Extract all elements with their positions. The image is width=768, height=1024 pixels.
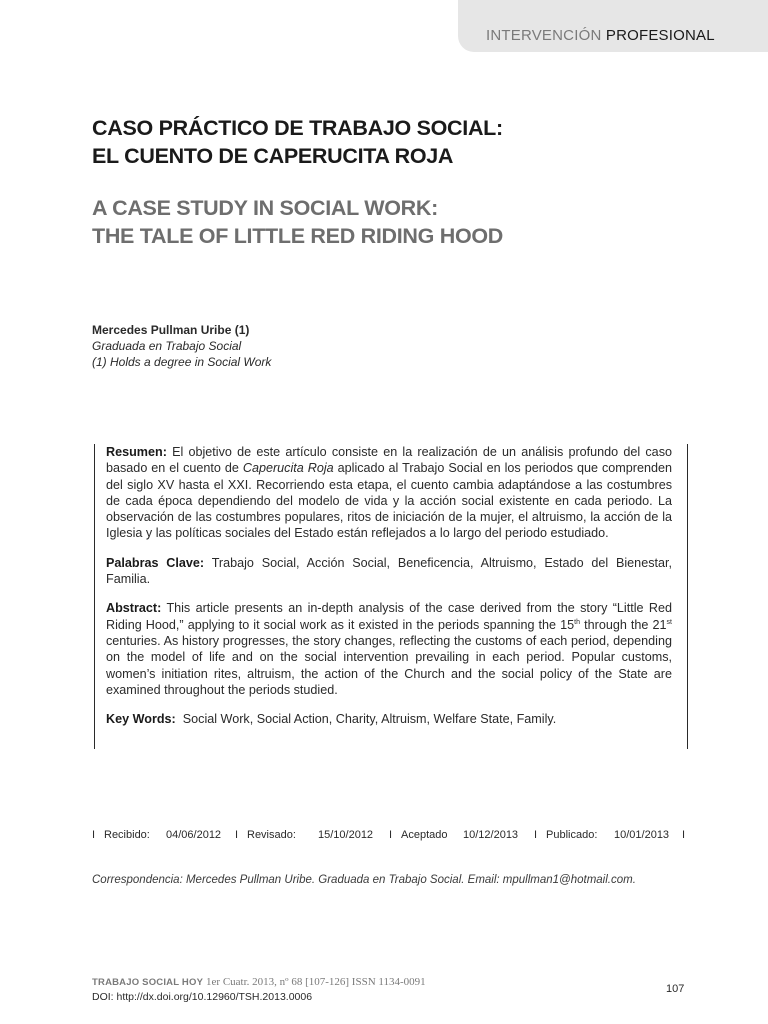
title-spanish-line-2: EL CUENTO DE CAPERUCITA ROJA bbox=[92, 144, 454, 168]
title-spanish bbox=[92, 114, 652, 170]
footer-doi: DOI: http://dx.doi.org/10.12960/TSH.2013.0006 bbox=[92, 991, 313, 1003]
key-words-text: Social Work, Social Action, Charity, Altruism, Welfare State, Family. bbox=[182, 712, 557, 727]
key-words-paragraph bbox=[106, 711, 672, 727]
palabras-clave-text: Trabajo Social, Acción Social, Beneficencia, Altruismo, Estado del Bienestar, Familia. bbox=[106, 555, 672, 587]
title-english-line-2: THE TALE OF LITTLE RED RIDING HOOD bbox=[92, 224, 504, 248]
title-spanish-line-1: CASO PRÁCTICO DE TRABAJO SOCIAL: bbox=[92, 116, 503, 140]
title-english-line-1: A CASE STUDY IN SOCIAL WORK: bbox=[92, 196, 438, 220]
dates-row bbox=[92, 829, 686, 845]
resumen-label: Resumen: bbox=[106, 445, 167, 459]
abstract-text-1: This article presents an in-depth analysis of the case derived from the story “Little Red Riding Hood,” applying to it social work as it existed in the periods spanning the 15 bbox=[106, 601, 672, 632]
accepted-label: Aceptado bbox=[401, 829, 448, 841]
resumen-text-2: aplicado al Trabajo Social en los periodos que comprenden del siglo XV hasta el XXI. Recorriendo esta etapa, el cuento cambia adaptándose a las costumbres de cada época dependiendo del modelo de vida y la acción social existente en cada periodo. La observación de las costumbres populares, ritos de iniciación de la mujer, el altruismo, la acción de la Iglesia y las políticas sociales del Estado están reflejados a lo largo del periodo estudiado. bbox=[106, 461, 672, 541]
revised-date: 15/10/2012 bbox=[318, 829, 374, 841]
section-label-light: INTERVENCIÓN bbox=[486, 27, 602, 44]
published-date: 10/01/2013 bbox=[614, 829, 670, 841]
revised-label: Revisado: bbox=[247, 829, 296, 841]
date-separator: I bbox=[389, 829, 393, 841]
published-label: Publicado: bbox=[546, 829, 598, 841]
date-separator: I bbox=[682, 829, 686, 841]
palabras-clave-paragraph bbox=[106, 555, 672, 588]
resumen-story-title: Caperucita Roja bbox=[242, 461, 334, 476]
date-separator: I bbox=[534, 829, 538, 841]
abstract-label: Abstract: bbox=[106, 601, 162, 616]
abstract-text-2: through the 21 bbox=[584, 617, 667, 632]
date-separator: I bbox=[92, 829, 96, 841]
abstract-paragraph bbox=[106, 600, 672, 698]
date-separator: I bbox=[235, 829, 239, 841]
author-affiliation-es: Graduada en Trabajo Social bbox=[92, 339, 242, 353]
resumen-text-1: El objetivo de este artículo consiste en la realización de un análisis profundo del caso basado en el cuento de bbox=[106, 445, 672, 476]
abstract-box bbox=[94, 444, 688, 749]
abstract-text-3: centuries. As history progresses, the story changes, reflecting the customs of each period, depending on the model of life and on the social intervention prevailing in each period. Popular customs, women’s initiation rites, altruism, the action of the Church and the social policy of the State are examined throughout the periods studied. bbox=[106, 633, 672, 697]
section-label-dark: PROFESIONAL bbox=[605, 27, 715, 44]
abstract-sup-st: st bbox=[666, 618, 672, 626]
key-words-label: Key Words: bbox=[106, 712, 176, 727]
author-block bbox=[92, 322, 271, 370]
received-date: 04/06/2012 bbox=[166, 829, 222, 841]
title-english bbox=[92, 194, 652, 250]
resumen-paragraph bbox=[106, 444, 672, 542]
author-affiliation-en: (1) Holds a degree in Social Work bbox=[92, 355, 272, 369]
journal-details: 1er Cuatr. 2013, nº 68 [107-126] ISSN 1134-0091 bbox=[206, 976, 426, 988]
correspondence: Correspondencia: Mercedes Pullman Uribe. Graduada en Trabajo Social. Email: mpullman1@hotmail.com. bbox=[92, 874, 636, 886]
journal-name: TRABAJO SOCIAL HOY bbox=[92, 977, 204, 988]
section-label bbox=[486, 27, 715, 44]
palabras-clave-label: Palabras Clave: bbox=[106, 555, 205, 570]
page-number: 107 bbox=[666, 983, 685, 995]
abstract-sup-th: th bbox=[574, 618, 581, 626]
accepted-date: 10/12/2013 bbox=[463, 829, 519, 841]
abstract-content bbox=[106, 444, 672, 740]
footer-journal bbox=[92, 976, 426, 988]
author-name: Mercedes Pullman Uribe (1) bbox=[92, 323, 250, 337]
section-tab bbox=[458, 0, 768, 52]
received-label: Recibido: bbox=[104, 829, 150, 841]
